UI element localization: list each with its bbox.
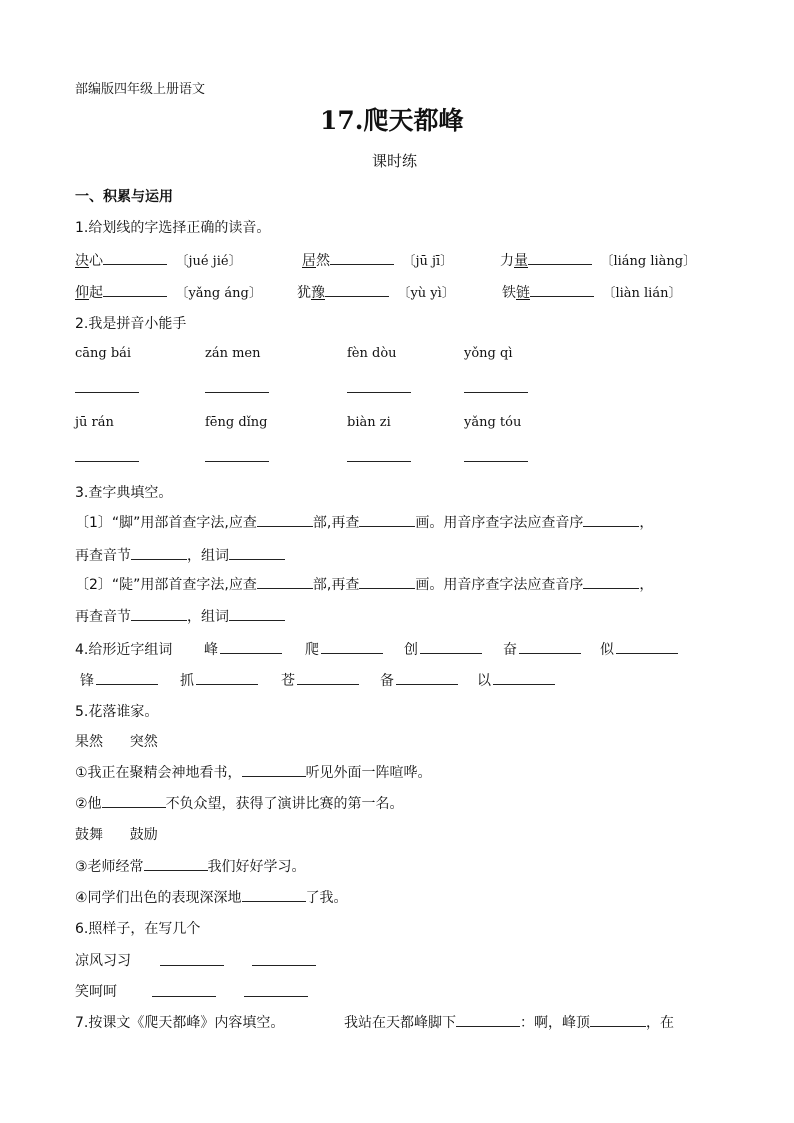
answer-blank[interactable] [464,461,528,462]
answer-blank[interactable] [205,392,269,393]
q7-text: 7.按课文《爬天都峰》内容填空。 [75,1015,285,1031]
page-title: 17.爬天都峰 [320,106,464,135]
underlined-char: 决 [75,253,89,269]
grade-label: 部编版四年级上册语文 [75,82,206,97]
answer-blank[interactable] [528,252,592,265]
answer-blank[interactable] [347,461,411,462]
q3-text: 画。用音序查字法应查音序 [415,577,584,593]
sentence-text: ④同学们出色的表现深深地 [75,890,242,906]
answer-blank[interactable] [103,284,167,297]
character: 以 [477,673,491,689]
sentence-text: 我们好好学习。 [207,859,306,875]
character: 备 [380,673,394,689]
q7-fill-line [344,1012,674,1032]
q3-text: ，组词 [187,548,229,564]
answer-blank[interactable] [590,1014,646,1027]
answer-blank[interactable] [396,672,458,685]
q4-item [204,639,282,659]
answer-blank[interactable] [131,608,187,621]
character: 苍 [281,673,295,689]
pinyin-prompt: jū rán [75,415,114,430]
q3-text: 再查音节 [75,609,131,625]
q1-item-4 [75,282,262,302]
pinyin-options: 〔jū jī〕 [402,254,454,269]
character: 爬 [305,642,319,658]
q3-part-1-line-2 [75,545,285,565]
answer-blank[interactable] [96,672,158,685]
answer-blank[interactable] [456,1014,520,1027]
answer-blank[interactable] [583,514,639,527]
q3-part-1-line-1 [75,512,653,532]
answer-blank[interactable] [242,889,306,902]
pinyin-prompt: biàn zi [347,415,391,430]
example-word: 凉风习习 [75,953,131,969]
example-word: 笑呵呵 [75,984,117,1000]
q1-item-2 [302,250,453,270]
answer-blank[interactable] [244,996,308,997]
word-rest: 犹 [297,285,311,301]
answer-blank[interactable] [359,514,415,527]
question-7-prompt [75,1012,284,1032]
character: 抓 [180,673,194,689]
question-3-prompt: 3.查字典填空。 [75,485,173,501]
pinyin-prompt: yǎng tóu [464,415,522,430]
q1-item-6 [502,282,681,302]
answer-blank[interactable] [229,608,285,621]
pinyin-options: 〔liáng liàng〕 [600,254,697,269]
answer-blank[interactable] [359,576,415,589]
underlined-char: 量 [514,253,528,269]
question-6-prompt: 6.照样子，在写几个 [75,921,201,937]
answer-blank[interactable] [257,514,313,527]
q3-part-2-line-2 [75,606,285,626]
q4-item [600,639,678,659]
q4-item [305,639,383,659]
pinyin-options: 〔jué jié〕 [175,254,242,269]
q7-text: 我站在天都峰脚下 [344,1015,456,1031]
sentence-text: 不负众望，获得了演讲比赛的第一名。 [165,796,404,812]
pinyin-prompt: fèn dòu [347,346,397,361]
word-rest: 铁 [502,285,516,301]
pinyin-prompt: zán men [205,346,261,361]
q4-item [180,670,258,690]
q4-item [503,639,581,659]
answer-blank[interactable] [252,965,316,966]
pinyin-options: 〔yù yì〕 [397,286,455,301]
q1-item-5 [297,282,455,302]
q7-text: ，在 [646,1015,674,1031]
answer-blank[interactable] [321,641,383,654]
q3-text: 部,再查 [312,577,360,593]
sentence-text: ②他 [75,796,102,812]
answer-blank[interactable] [330,252,394,265]
answer-blank[interactable] [144,858,208,871]
answer-blank[interactable] [583,576,639,589]
answer-blank[interactable] [152,996,216,997]
q4-item [404,639,482,659]
q5-sentence-1 [75,762,432,782]
page-subtitle: 课时练 [372,152,418,170]
answer-blank[interactable] [519,641,581,654]
answer-blank[interactable] [75,461,139,462]
q3-text: 〔2〕“陡”用部首查字法,应查 [75,577,257,593]
answer-blank[interactable] [297,672,359,685]
q4-item [477,670,555,690]
q3-text: ，组词 [187,609,229,625]
pinyin-options: 〔liàn lián〕 [602,286,682,301]
answer-blank[interactable] [257,576,313,589]
q1-item-3 [500,250,696,270]
answer-blank[interactable] [229,547,285,560]
q3-text: ， [639,577,654,593]
q3-text: 再查音节 [75,548,131,564]
q3-text: 画。用音序查字法应查音序 [415,515,584,531]
q5-sentence-2 [75,793,404,813]
character: 奋 [503,642,517,658]
answer-blank[interactable] [464,392,528,393]
q4-item [80,670,158,690]
q4-item [281,670,359,690]
q3-text: ， [639,515,654,531]
character: 锋 [80,673,94,689]
question-2-prompt: 2.我是拼音小能手 [75,316,187,332]
answer-blank[interactable] [196,672,258,685]
sentence-text: ③老师经常 [75,859,144,875]
sentence-text: 听见外面一阵喧哗。 [305,765,432,781]
answer-blank[interactable] [420,641,482,654]
answer-blank[interactable] [131,547,187,560]
q3-text: 〔1〕“脚”用部首查字法,应查 [75,515,257,531]
answer-blank[interactable] [160,965,224,966]
section-title: 一、积累与运用 [75,189,173,205]
character: 创 [404,642,418,658]
word-pair: 果然 突然 [75,734,158,750]
q5-sentence-4 [75,887,348,907]
pinyin-prompt: yǒng qì [464,346,513,361]
question-5-prompt: 5.花落谁家。 [75,704,159,720]
answer-blank[interactable] [530,284,594,297]
sentence-text: ①我正在聚精会神地看书， [75,765,242,781]
pinyin-prompt: fēng dǐng [205,415,268,430]
underlined-char: 链 [516,285,530,301]
question-1-prompt: 1.给划线的字选择正确的读音。 [75,220,271,236]
underlined-char: 居 [302,253,316,269]
answer-blank[interactable] [242,764,306,777]
underlined-char: 豫 [311,285,325,301]
answer-blank[interactable] [616,641,678,654]
answer-blank[interactable] [220,641,282,654]
answer-blank[interactable] [347,392,411,393]
answer-blank[interactable] [325,284,389,297]
q7-text: ：啊，峰顶 [520,1015,590,1031]
answer-blank[interactable] [102,795,166,808]
sentence-text: 了我。 [305,890,348,906]
word-rest: 心 [89,253,103,269]
character: 峰 [204,642,218,658]
character: 似 [600,642,614,658]
answer-blank[interactable] [75,392,139,393]
q1-item-1 [75,250,242,270]
question-4-prompt: 4.给形近字组词 [75,642,173,658]
underlined-char: 仰 [75,285,89,301]
q3-text: 部,再查 [312,515,360,531]
word-rest: 然 [316,253,330,269]
q5-sentence-3 [75,856,306,876]
pinyin-options: 〔yǎng áng〕 [175,286,262,301]
answer-blank[interactable] [205,461,269,462]
word-rest: 力 [500,253,514,269]
word-pair: 鼓舞 鼓励 [75,827,158,843]
answer-blank[interactable] [493,672,555,685]
q4-item [380,670,458,690]
word-rest: 起 [89,285,103,301]
q3-part-2-line-1 [75,574,653,594]
pinyin-prompt: cāng bái [75,346,132,361]
answer-blank[interactable] [103,252,167,265]
